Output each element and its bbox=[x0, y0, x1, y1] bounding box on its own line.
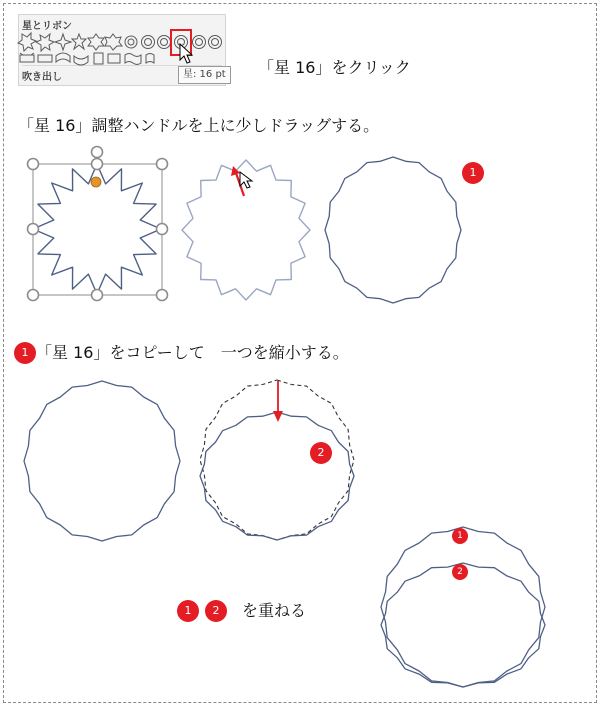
rotate-handle[interactable] bbox=[92, 147, 103, 158]
star-16-copy-original bbox=[24, 381, 180, 541]
resize-handles[interactable] bbox=[28, 147, 168, 301]
star-e-outline bbox=[200, 412, 354, 540]
star-16-result bbox=[325, 157, 461, 303]
click-instruction: 「星 16」をクリック bbox=[258, 58, 411, 77]
overlap-instruction: を重ねる bbox=[242, 601, 307, 620]
tooltip-star-16: 星: 16 pt bbox=[178, 66, 231, 84]
resize-handle[interactable] bbox=[28, 159, 39, 170]
ribbon-group-title: 星とリボン bbox=[22, 21, 72, 32]
star-16-shrunk bbox=[200, 412, 354, 540]
star-e-dash-outline bbox=[200, 380, 354, 540]
shrink-arrow-head bbox=[273, 411, 283, 422]
resize-handle[interactable] bbox=[92, 159, 103, 170]
star-16-overlap-inner bbox=[381, 563, 545, 687]
resize-handle[interactable] bbox=[157, 224, 168, 235]
star-16-outline-dashed bbox=[200, 380, 354, 540]
badge-one: 1 bbox=[462, 162, 484, 184]
star-g-outline bbox=[381, 563, 545, 687]
drag-instruction: 「星 16」調整ハンドルを上に少しドラッグする。 bbox=[18, 116, 380, 135]
badge-one-small: 1 bbox=[452, 528, 468, 544]
star-d-outline bbox=[24, 381, 180, 541]
badge-two-small: 2 bbox=[452, 564, 468, 580]
ribbon-group-subtitle: 吹き出し bbox=[22, 65, 222, 82]
resize-handle[interactable] bbox=[157, 290, 168, 301]
resize-handle[interactable] bbox=[28, 290, 39, 301]
star-c-outline bbox=[325, 157, 461, 303]
star-f-outline bbox=[381, 527, 545, 687]
star-16-overlap-outer bbox=[381, 527, 545, 687]
resize-handle[interactable] bbox=[157, 159, 168, 170]
adjust-handle[interactable] bbox=[91, 177, 101, 187]
copy-instruction: 「星 16」をコピーして 一つを縮小する。 bbox=[36, 343, 349, 362]
badge-two-legend: 2 bbox=[205, 600, 227, 622]
drag-cursor-icon bbox=[240, 172, 252, 188]
badge-one-inline: 1 bbox=[14, 342, 36, 364]
resize-handle[interactable] bbox=[92, 290, 103, 301]
badge-two: 2 bbox=[310, 442, 332, 464]
resize-handle[interactable] bbox=[28, 224, 39, 235]
badge-one-legend: 1 bbox=[177, 600, 199, 622]
